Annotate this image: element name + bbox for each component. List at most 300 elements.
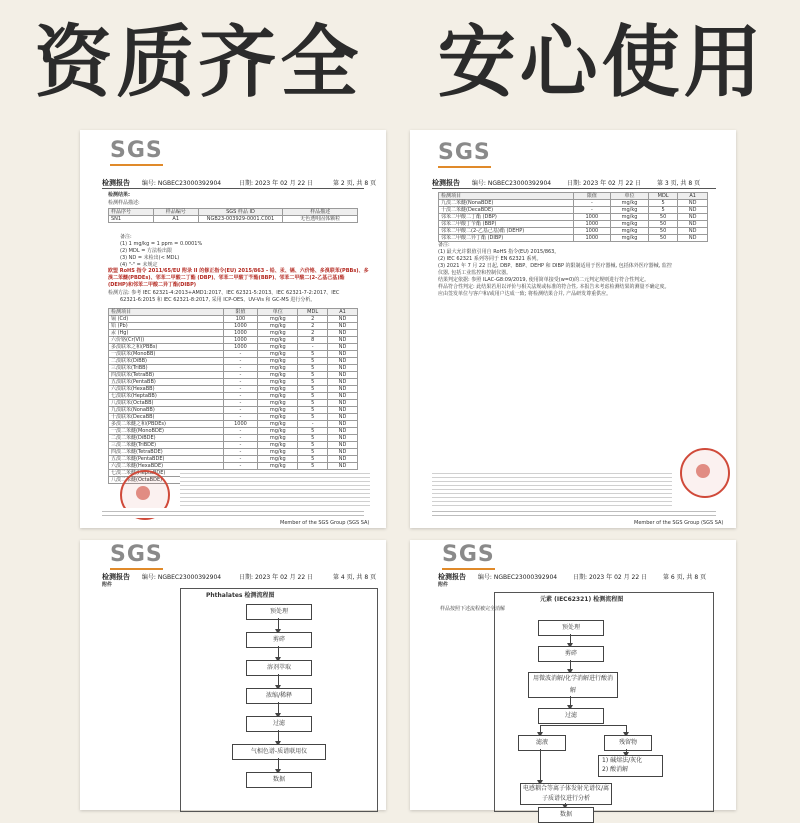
flow-arrow — [278, 758, 279, 772]
table-cell: - — [223, 435, 258, 442]
sgs-seal — [680, 448, 730, 498]
table-cell: ND — [328, 463, 358, 470]
table-cell: 50 — [648, 235, 678, 242]
table-cell: mg/kg — [258, 449, 298, 456]
flow-step: 预处理 — [246, 604, 312, 620]
table-cell: ND — [678, 207, 708, 214]
table-row — [109, 428, 358, 435]
table-cell: - — [223, 386, 258, 393]
table-cell: 5 — [298, 365, 328, 372]
table-cell: 汞 (Hg) — [109, 330, 224, 337]
table-cell: - — [298, 344, 328, 351]
table-cell: 七溴联苯(HeptaBB) — [109, 393, 224, 400]
table-cell: ND — [328, 344, 358, 351]
note-line: 应由签发单位与客户和/或用户达成一致; 将检测结果合并, 产品研发尊重供应。 — [438, 291, 612, 297]
flow-step-pretreat: 预处理 — [538, 620, 604, 636]
note-line: 备注: — [120, 234, 132, 240]
table-row — [109, 330, 358, 337]
table-row — [439, 235, 708, 242]
table-cell: 100 — [223, 316, 258, 323]
date-label: 日期: — [239, 180, 254, 187]
table-cell: 邻苯二甲酸丁苄酯 (BBP) — [439, 221, 574, 228]
table-cell: 2 — [298, 323, 328, 330]
table-row — [109, 400, 358, 407]
table-cell: ND — [678, 200, 708, 207]
table-cell: 一溴联苯(MonoBB) — [109, 351, 224, 358]
table-header-cell: MDL — [298, 309, 328, 316]
report-date: 2023 年 02 月 22 日 — [254, 180, 314, 187]
table-cell: 十溴二苯醚(DecaBDE) — [439, 207, 574, 214]
address-lines — [102, 508, 364, 518]
report-title: 检测报告 — [432, 179, 460, 187]
note-line: 备注: — [438, 242, 450, 248]
table-row — [109, 386, 358, 393]
note-line: (1) 1 mg/kg = 1 ppm = 0.0001% — [120, 241, 203, 247]
table-cell: 六溴二苯醚(HexaBDE) — [109, 463, 224, 470]
flow-step: 气相色谱-质谱联用仪 — [232, 744, 326, 760]
sgs-logo: SGS — [110, 542, 163, 567]
report-date: 2023 年 02 月 22 日 — [254, 574, 314, 581]
table-cell: - — [223, 400, 258, 407]
table-cell: 2 — [298, 316, 328, 323]
flow-step: 浓缩/稀释 — [246, 688, 312, 704]
flow-arrow — [540, 749, 541, 783]
table-cell: mg/kg — [258, 330, 298, 337]
report-header — [438, 572, 706, 582]
table-cell: 5 — [648, 200, 678, 207]
table-cell: ND — [328, 316, 358, 323]
table-cell: mg/kg — [258, 386, 298, 393]
table-cell: 5 — [298, 372, 328, 379]
table-cell: mg/kg — [611, 235, 649, 242]
table-cell: 2 — [298, 330, 328, 337]
flow-step: 剪碎 — [246, 632, 312, 648]
table-cell: ND — [328, 323, 358, 330]
table-cell: 四溴联苯(TetraBB) — [109, 372, 224, 379]
sample-table — [108, 208, 358, 223]
table-cell: - — [223, 365, 258, 372]
table-cell: ND — [678, 221, 708, 228]
member-text: Member of the SGS Group (SGS SA) — [280, 520, 370, 526]
table-cell: 三溴联苯(TriBB) — [109, 365, 224, 372]
report-title: 检测报告 — [102, 573, 130, 581]
table-cell: 多溴二苯醚之和(PBDEs) — [109, 421, 224, 428]
flow-step-data: 数据 — [538, 807, 594, 823]
table-cell: mg/kg — [258, 351, 298, 358]
report-page-6 — [410, 540, 736, 818]
table-cell: mg/kg — [258, 421, 298, 428]
date-label: 日期: — [567, 180, 582, 187]
note-line: (2) IEC 62321 系列等同于 EN 62321 系列。 — [438, 256, 542, 262]
flow-step-digest: 用微波消解/化学消解进行酸消解 — [528, 672, 618, 698]
table-cell: - — [223, 442, 258, 449]
table-header-cell: A1 — [678, 193, 708, 200]
number-label: 编号: — [141, 180, 156, 187]
sample-desc-heading: 检测样品描述: — [108, 200, 140, 206]
table-cell: mg/kg — [258, 316, 298, 323]
table-header-cell: 样品编号 — [153, 209, 198, 216]
results-table — [108, 308, 358, 484]
table-row — [109, 351, 358, 358]
table-cell: 二溴二苯醚(DiBDE) — [109, 435, 224, 442]
table-row — [109, 379, 358, 386]
table-cell: 九溴二苯醚(NonaBDE) — [439, 200, 574, 207]
table-cell: ND — [328, 372, 358, 379]
headline-right: 安心使用 — [437, 18, 766, 108]
report-page-3 — [410, 130, 736, 528]
number-label: 编号: — [477, 574, 492, 581]
table-row — [439, 207, 708, 214]
flow-step: 溶剂萃取 — [246, 660, 312, 676]
table-row — [109, 421, 358, 428]
table-header-cell: MDL — [648, 193, 678, 200]
date-label: 日期: — [573, 574, 588, 581]
flow-step: 过滤 — [246, 716, 312, 732]
sgs-logo: SGS — [442, 542, 495, 567]
table-cell: mg/kg — [258, 456, 298, 463]
table-cell: ND — [328, 414, 358, 421]
flow-step: 数据 — [246, 772, 312, 788]
table-cell: mg/kg — [258, 463, 298, 470]
table-cell: mg/kg — [258, 372, 298, 379]
rohs-line-2: 溴二苯醚(PBDEs)、邻苯二甲酸二丁酯 (DBP)、邻苯二甲酸丁苄酯(BBP)、邻苯二甲酸二(2-乙基己基)酯 — [108, 275, 345, 281]
report-page-4 — [80, 540, 386, 810]
table-cell: 5 — [298, 379, 328, 386]
address-lines — [432, 508, 716, 518]
table-cell: 5 — [298, 407, 328, 414]
fine-print — [432, 470, 672, 506]
table-header-cell: SGS 样品 ID — [198, 209, 283, 216]
table-cell: mg/kg — [258, 435, 298, 442]
table-cell: ND — [328, 393, 358, 400]
table-row — [109, 337, 358, 344]
table-row — [109, 216, 358, 223]
table-cell: 1000 — [573, 228, 611, 235]
table-cell: 5 — [648, 207, 678, 214]
report-number: NGBEC23000392904 — [487, 180, 552, 187]
table-row — [109, 435, 358, 442]
table-cell: ND — [328, 365, 358, 372]
flow-arrow — [570, 634, 571, 646]
table-cell: 四溴二苯醚(TetraBDE) — [109, 449, 224, 456]
p1-notes — [120, 234, 202, 269]
table-cell: 六价铬(Cr(VI)) — [109, 337, 224, 344]
page-headline — [0, 18, 800, 108]
results-heading: 检测结果: — [108, 192, 130, 198]
table-cell: 5 — [298, 386, 328, 393]
table-cell: 八溴联苯(OctaBB) — [109, 400, 224, 407]
table-cell: 1000 — [223, 323, 258, 330]
table-cell: 50 — [648, 221, 678, 228]
flow-arrow — [278, 674, 279, 688]
table-header-cell: 检测项目 — [439, 193, 574, 200]
table-cell: ND — [328, 337, 358, 344]
table-cell: ND — [328, 400, 358, 407]
page-number: 第 6 页, 共 8 页 — [662, 574, 707, 581]
table-cell: 5 — [298, 351, 328, 358]
table-cell: mg/kg — [258, 442, 298, 449]
table-cell: NGB23-003929-0001.C001 — [198, 216, 283, 223]
table-row — [109, 372, 358, 379]
flowchart-intro: 样品按照下述流程被完全消解 — [440, 606, 506, 612]
flow-step-filtrate: 滤液 — [518, 735, 566, 751]
table-header-cell: A1 — [328, 309, 358, 316]
table-cell: mg/kg — [258, 358, 298, 365]
table-row — [109, 323, 358, 330]
table-cell: SN1 — [109, 216, 154, 223]
flow-step-filter: 过滤 — [538, 708, 604, 724]
fusion-option-1: 1) 碱熔法/灰化 — [602, 757, 643, 764]
report-date: 2023 年 02 月 22 日 — [582, 180, 642, 187]
table-cell: 1000 — [573, 221, 611, 228]
table-cell: 8 — [298, 337, 328, 344]
table-cell: mg/kg — [258, 407, 298, 414]
table-header-cell: 样品序号 — [109, 209, 154, 216]
table-cell: 5 — [298, 358, 328, 365]
table-header-cell: 单位 — [611, 193, 649, 200]
table-row — [109, 358, 358, 365]
report-title: 检测报告 — [102, 179, 130, 187]
table-cell: 5 — [298, 449, 328, 456]
note-line: (3) ND = 未检出(< MDL) — [120, 255, 180, 261]
table-cell: mg/kg — [258, 323, 298, 330]
flow-arrow — [278, 702, 279, 716]
table-cell: - — [573, 207, 611, 214]
table-cell: - — [573, 200, 611, 207]
table-cell: ND — [678, 235, 708, 242]
table-row — [109, 449, 358, 456]
table-cell: 50 — [648, 214, 678, 221]
table-cell: - — [223, 463, 258, 470]
flow-arrow — [626, 725, 627, 735]
table-header-cell: 样品描述 — [283, 209, 358, 216]
table-cell: ND — [328, 428, 358, 435]
table-cell: - — [223, 456, 258, 463]
flow-arrow — [278, 618, 279, 632]
note-line: 仪器, 包括工业监控和控制仪器。 — [438, 270, 512, 276]
table-cell: 5 — [298, 442, 328, 449]
table-cell: - — [223, 358, 258, 365]
report-page-2 — [80, 130, 386, 528]
note-line: (2) MDL = 方法检出限 — [120, 248, 172, 254]
table-cell: ND — [678, 214, 708, 221]
table-header-row — [109, 309, 358, 316]
note-line: 样品符合性判定: 此结果若用以评价与相关法规或标准的符合性, 本报告未考虑检测结果的测量不确定度。 — [438, 284, 670, 290]
number-label: 编号: — [471, 180, 486, 187]
table-cell: 1000 — [573, 214, 611, 221]
table-row — [439, 221, 708, 228]
table-row — [109, 463, 358, 470]
table-cell: ND — [328, 379, 358, 386]
header-rule — [102, 188, 364, 189]
table-cell: 5 — [298, 428, 328, 435]
report-header — [102, 572, 376, 582]
table-cell: mg/kg — [258, 428, 298, 435]
report-title: 检测报告 — [438, 573, 466, 581]
table-row — [439, 200, 708, 207]
table-cell: 邻苯二甲酸二(2-乙基己基)酯 (DEHP) — [439, 228, 574, 235]
table-cell: mg/kg — [611, 207, 649, 214]
report-date: 2023 年 02 月 22 日 — [588, 574, 648, 581]
flow-arrow — [278, 730, 279, 744]
fine-print — [180, 470, 370, 506]
flow-arrow — [570, 660, 571, 672]
table-row — [109, 365, 358, 372]
table-cell: - — [223, 393, 258, 400]
table-cell: mg/kg — [258, 393, 298, 400]
table-cell: - — [223, 414, 258, 421]
report-number: NGBEC23000392904 — [157, 180, 222, 187]
table-header-row — [109, 209, 358, 216]
table-cell: mg/kg — [258, 400, 298, 407]
rohs-line-1: 欧盟 RoHS 指令 2011/65/EU 附录 II 的修正指令(EU) 2015/863 - 铅、汞、镉、六价铬、多溴联苯(PBBs)、多 — [108, 268, 369, 274]
table-cell: 镉 (Cd) — [109, 316, 224, 323]
table-cell: 5 — [298, 435, 328, 442]
flowchart-title: Phthalates 检测流程图 — [206, 592, 275, 599]
table-cell: 九溴联苯(NonaBB) — [109, 407, 224, 414]
table-cell: A1 — [153, 216, 198, 223]
table-cell: mg/kg — [258, 414, 298, 421]
page-number: 第 3 页, 共 8 页 — [656, 180, 701, 187]
table-row — [109, 393, 358, 400]
table-cell: - — [223, 379, 258, 386]
report-header — [102, 178, 376, 188]
table-row — [109, 316, 358, 323]
table-cell: ND — [328, 421, 358, 428]
table-header-cell: 限值 — [573, 193, 611, 200]
table-row — [439, 214, 708, 221]
table-cell: - — [223, 351, 258, 358]
table-cell: ND — [328, 407, 358, 414]
note-line: 结果判定依据: 参照 ILAC-G8:09/2019, 使用简单接受(w=0)的二元判定规则进行符合性判定。 — [438, 277, 650, 283]
report-number: NGBEC23000392904 — [493, 574, 558, 581]
flow-arrow — [540, 725, 541, 735]
table-cell: ND — [328, 456, 358, 463]
table-header-cell: 检测项目 — [109, 309, 224, 316]
table-cell: mg/kg — [258, 379, 298, 386]
table-cell: 六溴联苯(HexaBB) — [109, 386, 224, 393]
table-cell: 多溴联苯之和(PBBs) — [109, 344, 224, 351]
page-number: 第 2 页, 共 8 页 — [332, 180, 377, 187]
table-cell: mg/kg — [258, 344, 298, 351]
note-line: (3) 2021 年 7 月 22 日起, DBP、BBP、DEHP 和 DIBP 的限制适用于医疗器械, 包括体外医疗器械, 监控 — [438, 263, 672, 269]
note-line: (1) 最大允许限值引用自 RoHS 指令(EU) 2015/863。 — [438, 249, 560, 255]
table-row — [109, 456, 358, 463]
table-cell: mg/kg — [611, 214, 649, 221]
table-row — [109, 407, 358, 414]
table-row — [109, 414, 358, 421]
table-row — [109, 344, 358, 351]
sgs-logo: SGS — [110, 138, 163, 163]
table-cell: 5 — [298, 456, 328, 463]
table-cell: 七溴二苯醚(HeptaBDE) — [109, 470, 224, 477]
page-number: 第 4 页, 共 8 页 — [332, 574, 377, 581]
table-cell: mg/kg — [258, 337, 298, 344]
table-cell: 1000 — [223, 337, 258, 344]
headline-left: 资质齐全 — [34, 18, 363, 108]
flow-step-residue: 残留物 — [604, 735, 652, 751]
flow-step-fusion — [598, 755, 663, 777]
flow-arrow — [570, 696, 571, 708]
table-header-row — [439, 193, 708, 200]
table-cell: - — [298, 421, 328, 428]
table-cell: 邻苯二甲酸二异丁酯 (DIBP) — [439, 235, 574, 242]
flow-step-icp: 电感耦合等离子体发射光谱仪/离子质谱仪进行分析 — [520, 783, 612, 805]
report-number: NGBEC23000392904 — [157, 574, 222, 581]
header-rule — [432, 188, 716, 189]
table-cell: 三溴二苯醚(TriBDE) — [109, 442, 224, 449]
table-cell: 十溴联苯(DecaBB) — [109, 414, 224, 421]
table-cell: 1000 — [573, 235, 611, 242]
table-cell: mg/kg — [611, 228, 649, 235]
table-cell: 八溴二苯醚(OctaBDE) — [109, 477, 224, 484]
rohs-line-3: (DEHP)和邻苯二甲酸二异丁酯(DIBP) — [108, 282, 197, 288]
table-row — [109, 442, 358, 449]
flowchart-title: 元素 (IEC62321) 检测流程图 — [540, 596, 624, 603]
flowchart-frame — [494, 592, 714, 812]
date-label: 日期: — [239, 574, 254, 581]
table-cell: 5 — [298, 393, 328, 400]
table-cell: - — [223, 449, 258, 456]
table-cell: mg/kg — [258, 365, 298, 372]
flow-arrow — [278, 646, 279, 660]
table-cell: ND — [328, 330, 358, 337]
table-cell: mg/kg — [611, 221, 649, 228]
sgs-logo: SGS — [438, 140, 491, 165]
table-cell: 1000 — [223, 344, 258, 351]
table-cell: 5 — [298, 463, 328, 470]
method-line-1: 检测方法: 参考 IEC 62321-4:2013+AMD1:2017、IEC 62321-5:2013、IEC 62321-7-2:2017、IEC — [108, 290, 340, 296]
member-text: Member of the SGS Group (SGS SA) — [634, 520, 724, 526]
table-cell: ND — [328, 351, 358, 358]
p2-notes — [438, 242, 672, 298]
flow-step-cut: 剪碎 — [538, 646, 604, 662]
table-cell: ND — [328, 435, 358, 442]
appendix-label: 附件 — [438, 582, 449, 588]
table-header-cell: 限值 — [223, 309, 258, 316]
table-cell: 5 — [298, 414, 328, 421]
note-line: (4) "-" = 未规定 — [120, 262, 158, 268]
table-cell: 1000 — [223, 330, 258, 337]
table-row — [439, 228, 708, 235]
table-cell: ND — [678, 228, 708, 235]
table-cell: - — [223, 372, 258, 379]
appendix-label: 附件 — [102, 582, 113, 588]
table-cell: 5 — [298, 400, 328, 407]
report-header — [432, 178, 700, 188]
fusion-option-2: 2) 酸消解 — [602, 766, 629, 773]
table-cell: - — [223, 407, 258, 414]
method-line-2: 62321-6:2015 和 IEC 62321-8:2017, 采用 ICP-OES、UV-Vis 和 GC-MS 进行分析。 — [120, 297, 316, 303]
table-cell: ND — [328, 358, 358, 365]
table-header-cell: 单位 — [258, 309, 298, 316]
table-cell: 五溴联苯(PentaBB) — [109, 379, 224, 386]
flow-branch — [540, 725, 626, 726]
results-table — [438, 192, 708, 242]
table-cell: - — [223, 428, 258, 435]
table-cell: 1000 — [223, 421, 258, 428]
table-cell: ND — [328, 442, 358, 449]
table-cell: 邻苯二甲酸二丁酯 (DBP) — [439, 214, 574, 221]
table-cell: 铅 (Pb) — [109, 323, 224, 330]
number-label: 编号: — [141, 574, 156, 581]
table-cell: 二溴联苯(DiBB) — [109, 358, 224, 365]
table-cell: ND — [328, 386, 358, 393]
table-cell: 50 — [648, 228, 678, 235]
table-cell: 五溴二苯醚(PentaBDE) — [109, 456, 224, 463]
table-cell: 无色透明固体颗粒 — [283, 216, 358, 223]
table-cell: ND — [328, 449, 358, 456]
